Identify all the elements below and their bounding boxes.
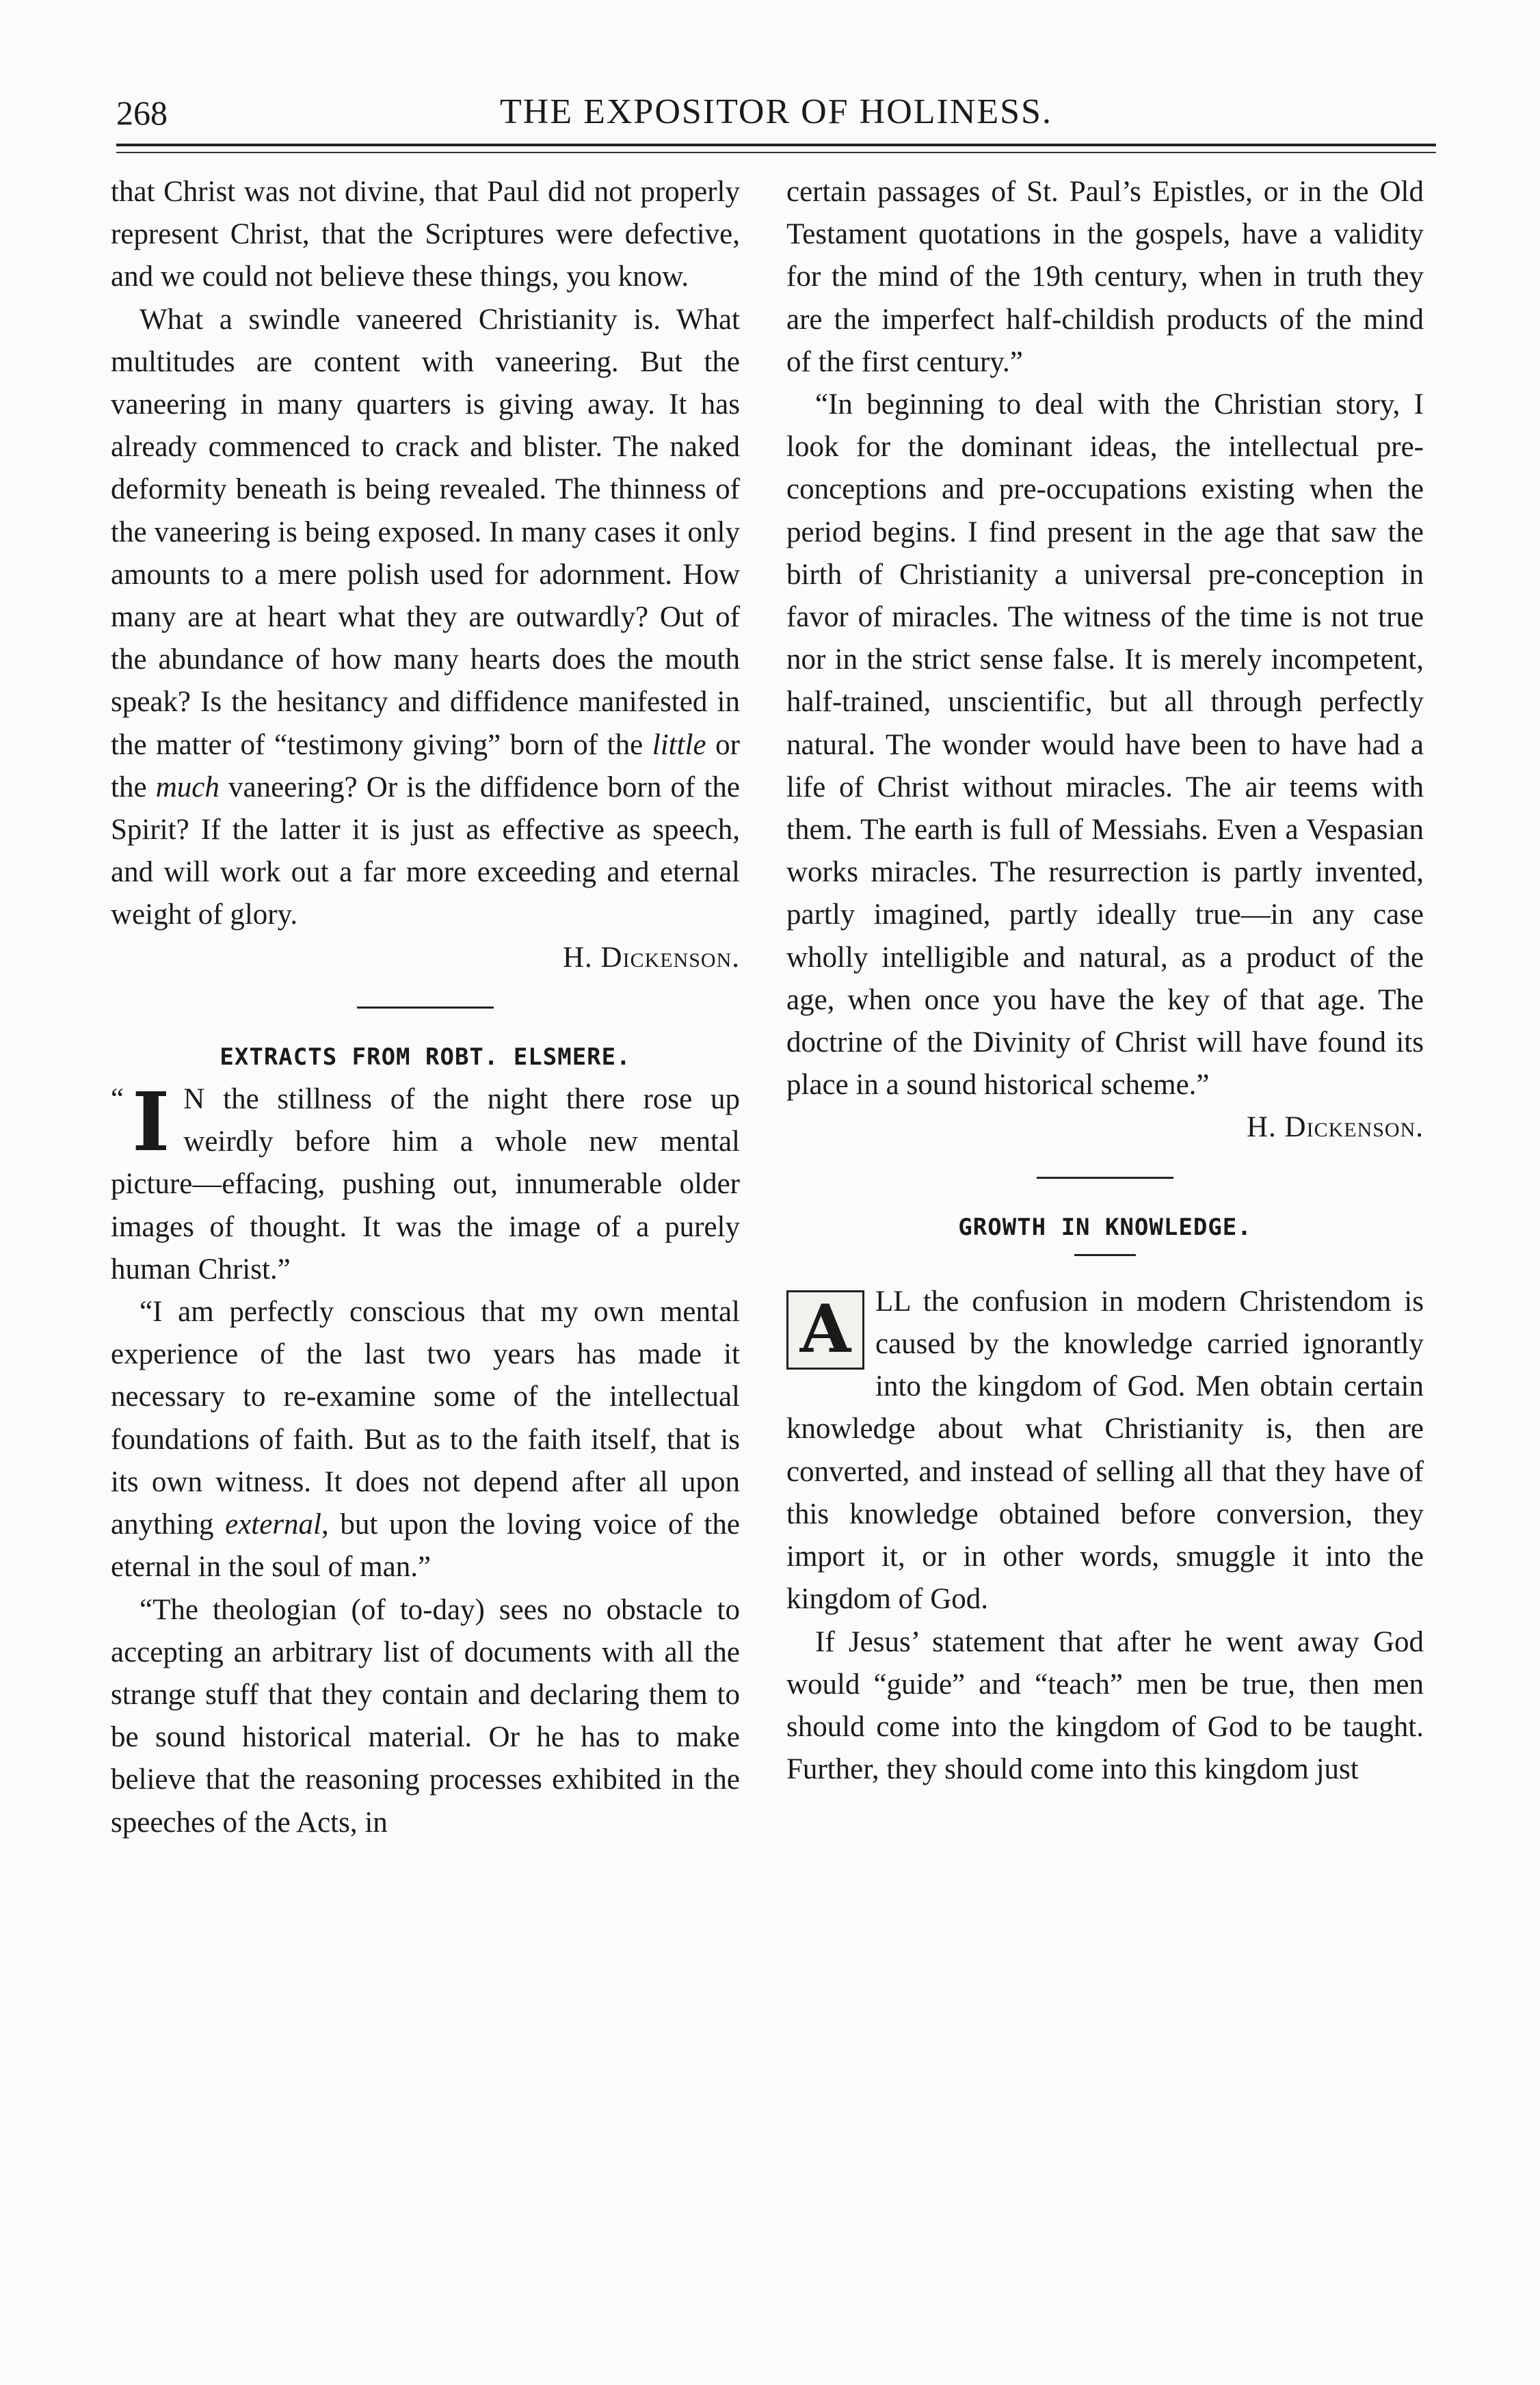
paragraph: “ I N the stillness of the night there rose up weirdly before him a whole new mental picture—effacing, pushing out, innumerable older images of thought. It was the image of a purely human Christ.” [111, 1074, 740, 1285]
paragraph: A LL the confusion in modern Christendom is caused by the knowledge carried ignorantly into the kingdom of God. Men obtain certain knowledge about what Christianity is, then are converted, and instead of selling all that they have of this knowledge obtained before conversion, they import it, or in other words, smuggle it into the kingdom of God. [786, 1285, 1424, 1616]
heading-underline [1074, 1254, 1136, 1256]
header-rule [116, 144, 1436, 146]
running-title: THE EXPOSITOR OF HOLINESS. [500, 92, 1052, 131]
section-divider [1037, 1177, 1173, 1179]
italic-word: much [155, 771, 220, 803]
drop-cap: I [132, 1074, 170, 1170]
right-column [786, 171, 1424, 1791]
paragraph: “In beginning to deal with the Christian story, I look for the dominant ideas, the intellectual pre-conceptions and pre-occupations existing when the period begins. I find present in the age that saw the birth of Christianity a universal pre-conception in favor of miracles. The witness of the time is not true nor in the strict sense false. It is merely incompetent, half-trained, unscientific, but all through perfectly natural. The wonder would have been to have had a life of Christ without miracles. The air teems with them. The earth is full of Messiahs. Even a Vespasian works miracles. The resurrection is partly invented, partly imagined, partly ideally true—in any case wholly intelligible and natural, as a product of the age, when once you have the key of that age. The doctrine of the Divinity of Christ will have found its place in a sound historical scheme.” [786, 388, 1424, 1102]
signature: H. Dickenson. [562, 941, 740, 974]
paragraph: If Jesus’ statement that after he went away God would “guide” and “teach” men be true, then men should come into the kingdom of God to be taught. Further, they should come into this kingdom just [786, 1625, 1424, 1786]
signature: H. Dickenson. [1246, 1111, 1424, 1144]
header-rule-thin [116, 152, 1436, 153]
paragraph: “I am perfectly conscious that my own mental experience of the last two years has made it necessary to re-examine some of the intellectual foundations of faith. But as to the faith itself, that is its own witness. It does not depend after all upon anything external, but upon the loving voice of the eternal in the soul of man.” [111, 1296, 740, 1584]
section-heading: GROWTH IN KNOWLEDGE. [958, 1213, 1252, 1241]
running-header [116, 81, 1436, 142]
paragraph: that Christ was not divine, that Paul did not properly represent Christ, that the Scriptures were defective, and we could not believe these things, you know. [111, 176, 740, 293]
paragraph: certain passages of St. Paul’s Epistles, or in the Old Testament quotations in the gospels, have a validity for the mind of the 19th century, when in truth they are the imperfect half-childish products of the mind of the first century.” [786, 176, 1424, 378]
italic-word: external [225, 1508, 321, 1541]
section-divider [357, 1007, 494, 1009]
drop-cap: A [786, 1290, 864, 1370]
paragraph: “The theologian (of to-day) sees no obstacle to accepting an arbitrary list of documents with all the strange stuff that they contain and declaring them to be sound historical material. Or he has to make believe that the reasoning processes exhibited in the speeches of the Acts, in [111, 1593, 740, 1839]
section-heading: EXTRACTS FROM ROBT. ELSMERE. [220, 1043, 631, 1071]
paragraph: What a swindle vaneered Christianity is. What multitudes are content with vaneering. But the vaneering in many quarters is giving away. It has already commenced to crack and blister. The naked deformity beneath is being revealed. The thinness of the vaneering is being exposed. In many cases it only amounts to a mere polish used for adornment. How many are at heart what they are outwardly? Out of the abundance of how many hearts does the mouth speak? Is the hesitancy and diffidence manifested in the matter of “testimony giving” born of the little or the much vaneering? Or is the diffidence born of the Spirit? If the latter it is just as effective as speech, and will work out a far more exceeding and eternal weight of glory. [111, 303, 740, 931]
page-number: 268 [116, 94, 168, 132]
italic-word: little [652, 728, 706, 761]
left-column [111, 171, 740, 1844]
open-quote: “ [111, 1083, 124, 1116]
